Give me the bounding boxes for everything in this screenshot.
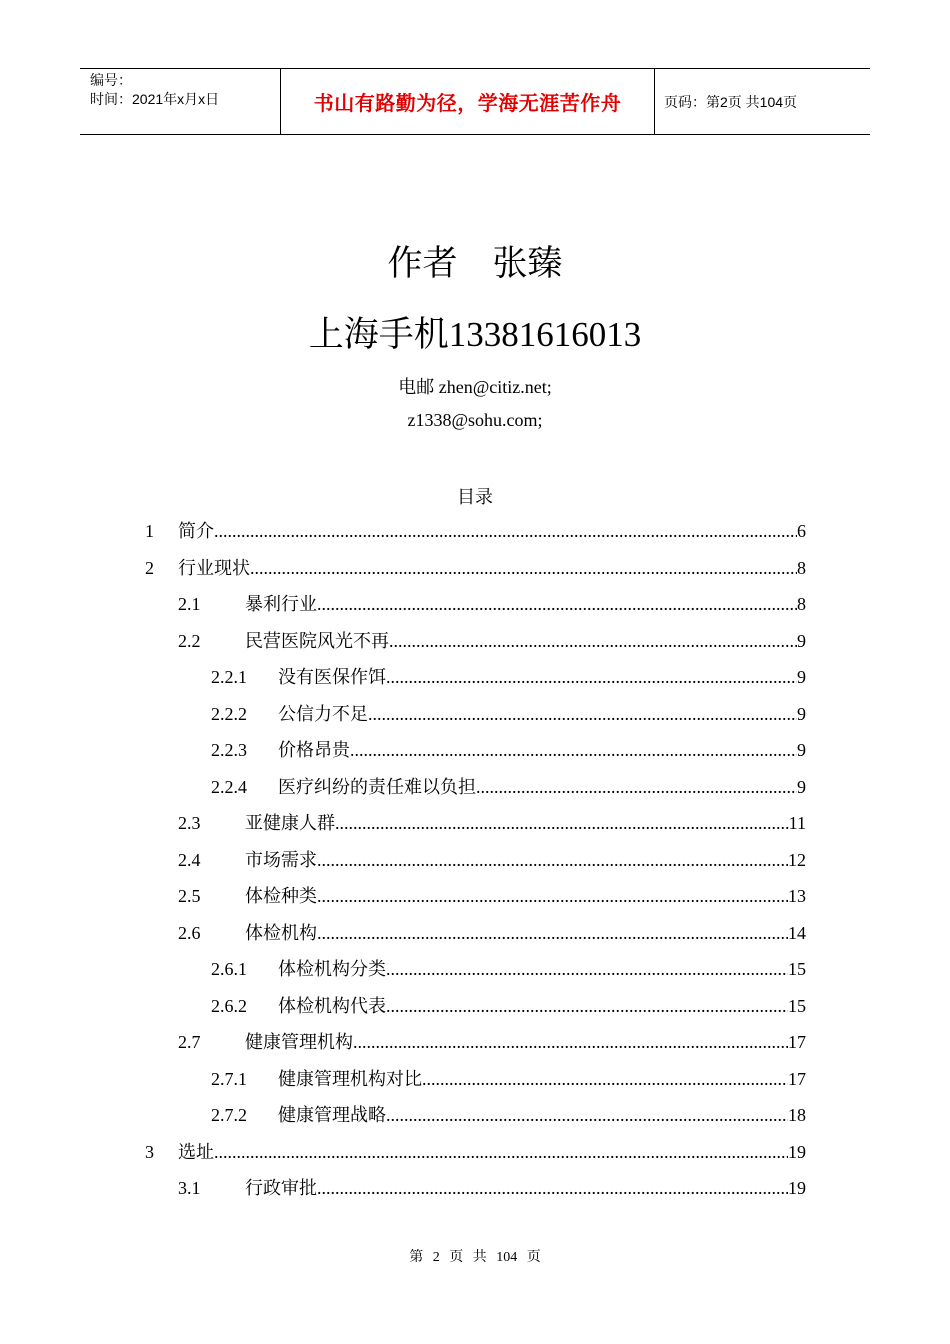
toc-entry-number: 2.6.1: [211, 959, 247, 979]
toc-entry-page: 14: [788, 922, 806, 943]
toc-entry-number: 2.4: [178, 849, 201, 870]
toc-dot-leader: [317, 845, 788, 875]
toc-dot-leader: [317, 881, 788, 911]
header-meta: [80, 69, 281, 134]
toc-entry-page: 9: [797, 740, 806, 760]
toc-entry-number: 2.2.1: [211, 667, 247, 687]
toc-entry-page: 6: [797, 521, 806, 541]
toc-entry-title: 民营医院风光不再: [245, 630, 389, 651]
toc-entry-title: 市场需求: [245, 849, 317, 870]
toc-entry[interactable]: [211, 991, 806, 1021]
toc-entry-number: 3.1: [178, 1178, 201, 1198]
time-label: 时间：2021年x月x日: [90, 91, 220, 107]
toc-entry-number: 2.2.3: [211, 740, 247, 760]
toc-entry-title: 行业现状: [178, 557, 250, 578]
toc-entry-title: 体检机构分类: [278, 959, 386, 979]
toc-entry-title: 医疗纠纷的责任难以负担: [278, 776, 476, 797]
toc-entry-title: 简介: [178, 521, 214, 541]
toc-entry-page: 8: [797, 557, 806, 578]
toc-entry-page: 9: [797, 630, 806, 651]
toc-entry-title: 体检机构代表: [278, 995, 386, 1016]
email-line-2: z1338@sohu.com;: [407, 410, 543, 430]
toc-entry-number: 2.7: [178, 1032, 201, 1052]
toc-dot-leader: [250, 553, 797, 583]
toc-entry-page: 13: [788, 886, 806, 906]
toc-entry-number: 2.6.2: [211, 995, 247, 1016]
toc-entry-number: 3: [145, 1141, 154, 1162]
toc-entry[interactable]: [145, 1137, 806, 1167]
toc-entry-page: 15: [788, 995, 806, 1016]
toc-entry-page: 17: [788, 1068, 806, 1089]
toc-dot-leader: [389, 626, 797, 656]
toc-dot-leader: [368, 699, 797, 729]
toc-entry[interactable]: [211, 772, 806, 802]
toc-entry[interactable]: [211, 662, 806, 692]
toc-entry-number: 2.7.1: [211, 1068, 247, 1089]
number-label: 编号：: [90, 72, 132, 88]
header-page-info: 页码：第2页 共104页: [664, 93, 798, 110]
toc-entry[interactable]: [211, 735, 806, 765]
toc-entry-page: 17: [788, 1032, 806, 1052]
toc-entry-page: 18: [788, 1105, 806, 1125]
toc-entry-title: 暴利行业: [245, 594, 317, 614]
toc-entry[interactable]: [178, 845, 806, 875]
toc-entry-page: 11: [788, 813, 806, 833]
toc-entry-page: 9: [797, 776, 806, 797]
toc-entry-title: 价格昂贵: [278, 740, 350, 760]
toc-entry[interactable]: [178, 881, 806, 911]
toc-entry-page: 19: [788, 1178, 806, 1198]
toc-dot-leader: [386, 954, 788, 984]
toc-entry[interactable]: [178, 918, 806, 948]
toc-entry-title: 选址: [178, 1141, 214, 1162]
toc-dot-leader: [335, 808, 789, 838]
toc-entry-title: 健康管理机构: [245, 1032, 353, 1052]
toc-entry-title: 公信力不足: [278, 703, 368, 724]
toc-entry-number: 2.7.2: [211, 1105, 247, 1125]
toc-dot-leader: [386, 1100, 788, 1130]
toc-entry[interactable]: [178, 626, 806, 656]
toc-heading: 目录: [457, 487, 493, 507]
toc-entry-number: 2.3: [178, 813, 201, 833]
toc-entry-number: 2: [145, 557, 154, 578]
toc-dot-leader: [422, 1064, 788, 1094]
toc-entry-number: 2.2.2: [211, 703, 247, 724]
toc-entry[interactable]: [178, 1027, 806, 1057]
header-motto: 书山有路勤为径，学海无涯苦作舟: [281, 69, 655, 134]
toc-entry[interactable]: [145, 553, 806, 583]
toc-entry-number: 2.5: [178, 886, 201, 906]
toc-entry-title: 行政审批: [245, 1178, 317, 1198]
toc-entry[interactable]: [178, 808, 806, 838]
toc-entry[interactable]: [211, 1064, 806, 1094]
email-line-1: 电邮 zhen@citiz.net;: [398, 377, 552, 397]
toc-entry-number: 2.2.4: [211, 776, 247, 797]
toc-entry[interactable]: [178, 589, 806, 619]
toc-entry-title: 体检机构: [245, 922, 317, 943]
toc-dot-leader: [350, 735, 797, 765]
toc-entry[interactable]: [211, 699, 806, 729]
toc-entry-title: 体检种类: [245, 886, 317, 906]
page-footer: 第 2 页 共 104 页: [409, 1250, 541, 1265]
toc-entry-page: 19: [788, 1141, 806, 1162]
toc-entry[interactable]: [145, 516, 806, 546]
toc-dot-leader: [386, 662, 797, 692]
author-line: 作者 张臻: [387, 244, 563, 283]
toc-dot-leader: [353, 1027, 788, 1057]
page-header: [80, 68, 870, 135]
toc-entry-title: 亚健康人群: [245, 813, 335, 833]
toc-entry-page: 9: [797, 703, 806, 724]
toc-entry-page: 12: [788, 849, 806, 870]
toc-entry-number: 2.1: [178, 594, 201, 614]
toc-dot-leader: [317, 589, 797, 619]
toc-entry[interactable]: [211, 954, 806, 984]
toc-entry-page: 8: [797, 594, 806, 614]
toc-entry[interactable]: [178, 1173, 806, 1203]
toc-dot-leader: [317, 1173, 788, 1203]
toc-entry-title: 健康管理战略: [278, 1105, 386, 1125]
toc-dot-leader: [214, 1137, 788, 1167]
toc-dot-leader: [476, 772, 797, 802]
toc-dot-leader: [214, 516, 797, 546]
toc-entry-title: 没有医保作饵: [278, 667, 386, 687]
toc-entry-number: 2.6: [178, 922, 201, 943]
toc-entry-page: 15: [788, 959, 806, 979]
toc-entry[interactable]: [211, 1100, 806, 1130]
toc-entry-page: 9: [797, 667, 806, 687]
toc-entry-title: 健康管理机构对比: [278, 1068, 422, 1089]
phone-line: 上海手机13381616013: [308, 315, 642, 354]
toc-dot-leader: [386, 991, 788, 1021]
toc-dot-leader: [317, 918, 788, 948]
toc-entry-number: 2.2: [178, 630, 201, 651]
toc-entry-number: 1: [145, 521, 154, 541]
